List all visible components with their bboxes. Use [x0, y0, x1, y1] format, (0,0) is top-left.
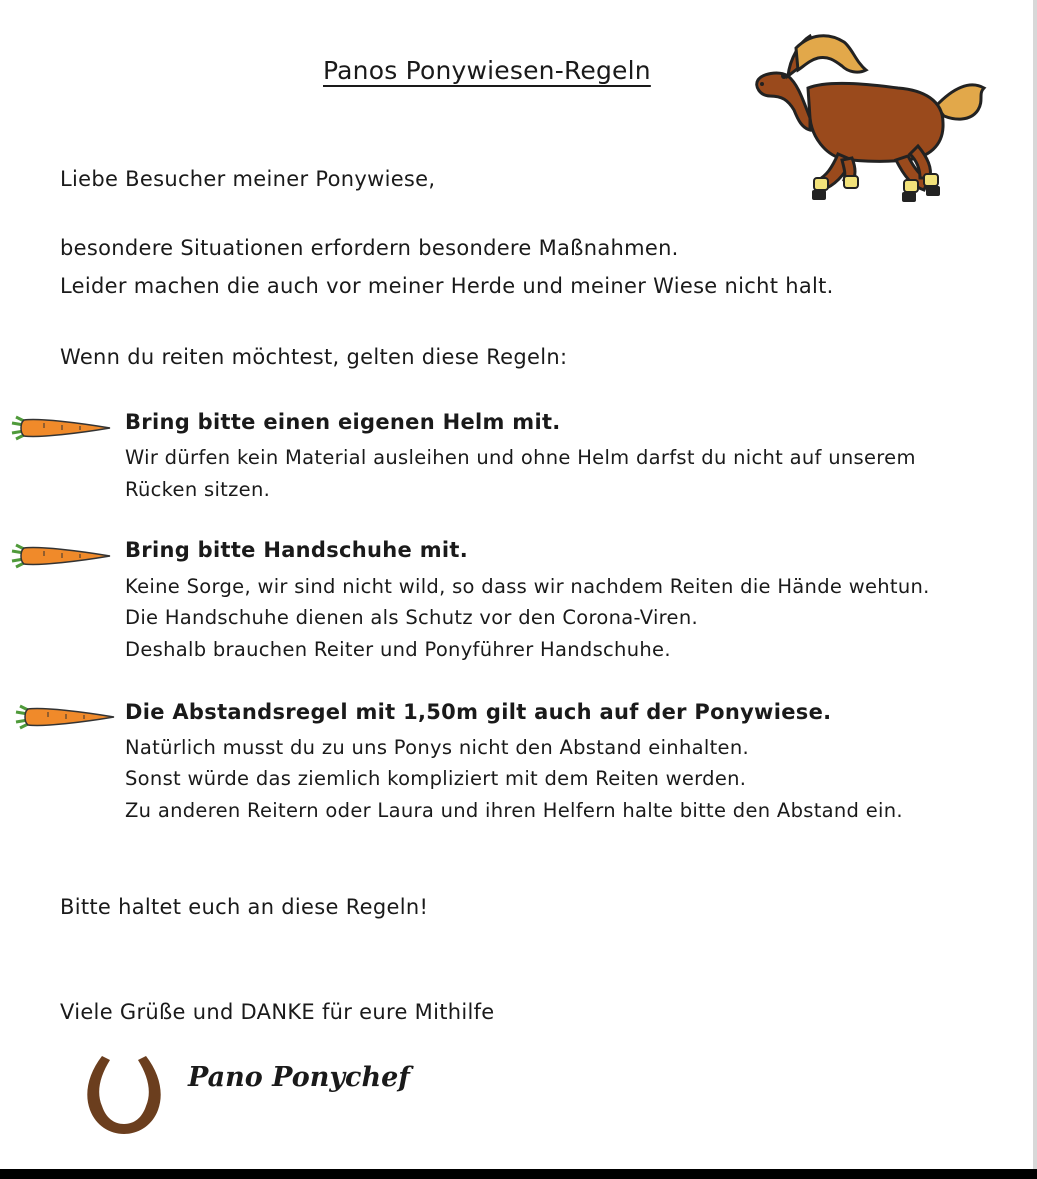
- rules-intro-text: Wenn du reiten möchtest, gelten diese Regeln:: [60, 345, 568, 369]
- rule-3-line-2: Sonst würde das ziemlich kompliziert mit dem Reiten werden.: [125, 767, 747, 790]
- horseshoe-icon: [80, 1050, 168, 1138]
- intro-line-2: Leider machen die auch vor meiner Herde und meiner Wiese nicht halt.: [60, 274, 834, 298]
- carrot-icon: [10, 415, 112, 441]
- rule-1-heading: Bring bitte einen eigenen Helm mit.: [125, 410, 561, 434]
- intro-line-1: besondere Situationen erfordern besondere Maßnahmen.: [60, 236, 679, 260]
- greeting-text: Liebe Besucher meiner Ponywiese,: [60, 167, 436, 191]
- rule-2-line-3: Deshalb brauchen Reiter und Ponyführer Handschuhe.: [125, 638, 671, 661]
- closing-thanks-text: Viele Grüße und DANKE für eure Mithilfe: [60, 1000, 495, 1024]
- rule-2-line-1: Keine Sorge, wir sind nicht wild, so dass wir nachdem Reiten die Hände wehtun.: [125, 575, 930, 598]
- carrot-icon: [10, 543, 112, 569]
- rule-1-line-2: Rücken sitzen.: [125, 478, 271, 501]
- rule-3-line-3: Zu anderen Reitern oder Laura und ihren Helfern halte bitte den Abstand ein.: [125, 799, 903, 822]
- bottom-bar: [0, 1169, 1037, 1179]
- pony-icon: [748, 18, 993, 218]
- rule-2-heading: Bring bitte Handschuhe mit.: [125, 538, 468, 562]
- rule-3-line-1: Natürlich musst du zu uns Ponys nicht den Abstand einhalten.: [125, 736, 749, 759]
- closing-request-text: Bitte haltet euch an diese Regeln!: [60, 895, 429, 919]
- rule-1-line-1: Wir dürfen kein Material ausleihen und ohne Helm darfst du nicht auf unserem: [125, 446, 916, 469]
- rule-3-heading: Die Abstandsregel mit 1,50m gilt auch auf der Ponywiese.: [125, 700, 832, 724]
- carrot-icon: [14, 704, 116, 730]
- signature-text: Pano Ponychef: [188, 1062, 410, 1093]
- page-title: Panos Ponywiesen-Regeln: [323, 56, 651, 85]
- rule-2-line-2: Die Handschuhe dienen als Schutz vor den Corona-Viren.: [125, 606, 699, 629]
- page-edge: [1033, 0, 1037, 1179]
